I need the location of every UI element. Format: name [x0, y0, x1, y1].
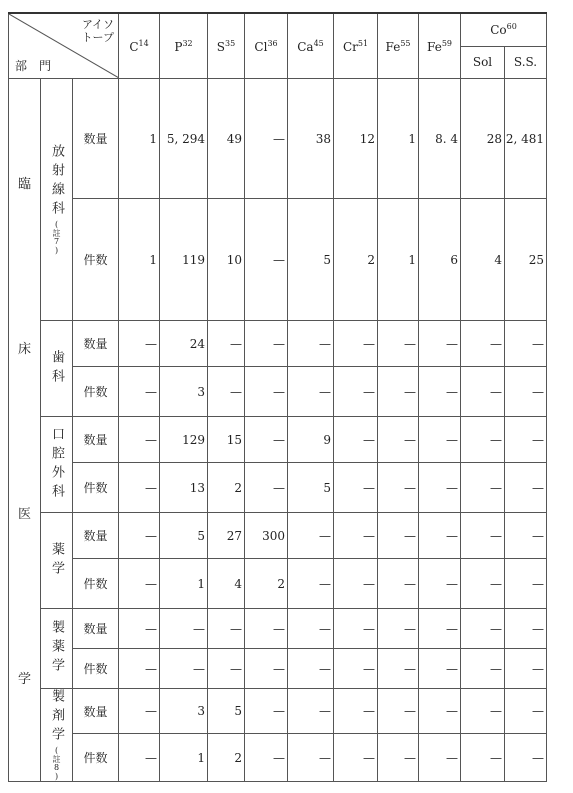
department-cell [41, 79, 73, 321]
value-cell: — [334, 689, 378, 734]
side-label-char: 医 [17, 507, 31, 522]
value-cell: 1 [378, 199, 419, 321]
value-cell: — [334, 734, 378, 782]
side-label-char: 学 [17, 672, 31, 687]
value-cell: 2, 481 [505, 79, 547, 199]
value-cell: — [505, 513, 547, 559]
value-cell: — [461, 321, 505, 367]
department-cell [41, 417, 73, 513]
value-cell: 12 [334, 79, 378, 199]
table-row [9, 199, 547, 321]
row-label: 数量 [73, 513, 119, 559]
header-co-sol: Sol [461, 46, 505, 79]
value-cell: — [505, 559, 547, 609]
value-cell: — [288, 689, 334, 734]
value-cell: 13 [160, 463, 208, 513]
value-cell: 5 [160, 513, 208, 559]
value-cell: — [288, 734, 334, 782]
row-label: 件数 [73, 367, 119, 417]
department-name: 歯科 [49, 349, 64, 388]
value-cell: — [378, 513, 419, 559]
value-cell: — [288, 367, 334, 417]
value-cell: — [288, 321, 334, 367]
value-cell: — [334, 463, 378, 513]
value-cell: — [461, 649, 505, 689]
value-cell: — [245, 321, 288, 367]
department-note: (註8) [52, 746, 61, 781]
value-cell: — [378, 649, 419, 689]
row-label: 数量 [73, 79, 119, 199]
value-cell: — [419, 689, 461, 734]
side-label-char: 臨 [17, 177, 31, 192]
value-cell: 28 [461, 79, 505, 199]
value-cell: — [505, 609, 547, 649]
row-label: 件数 [73, 559, 119, 609]
value-cell: 2 [208, 734, 245, 782]
value-cell: 2 [334, 199, 378, 321]
value-cell: — [208, 609, 245, 649]
header-isotope: Ca$^{45}$ [288, 13, 334, 79]
table-row [9, 649, 547, 689]
value-cell: — [334, 321, 378, 367]
value-cell: — [119, 513, 160, 559]
value-cell: 24 [160, 321, 208, 367]
value-cell: 5, 294 [160, 79, 208, 199]
value-cell: 1 [160, 559, 208, 609]
value-cell: 5 [208, 689, 245, 734]
value-cell: — [378, 321, 419, 367]
value-cell: — [419, 649, 461, 689]
value-cell: — [505, 649, 547, 689]
value-cell: 1 [160, 734, 208, 782]
value-cell: — [419, 513, 461, 559]
header-isotope: $C^{14}$ [119, 13, 160, 79]
value-cell: — [378, 689, 419, 734]
value-cell: 300 [245, 513, 288, 559]
value-cell: — [378, 463, 419, 513]
value-cell: — [119, 649, 160, 689]
value-cell: — [334, 649, 378, 689]
value-cell: 15 [208, 417, 245, 463]
value-cell: 6 [419, 199, 461, 321]
value-cell: 119 [160, 199, 208, 321]
value-cell: — [288, 649, 334, 689]
value-cell: — [160, 609, 208, 649]
department-name: 製薬学 [49, 620, 64, 677]
value-cell: — [461, 559, 505, 609]
table-row [9, 417, 547, 463]
table-row [9, 689, 547, 734]
table-row [9, 559, 547, 609]
value-cell: 10 [208, 199, 245, 321]
value-cell: 2 [245, 559, 288, 609]
row-label: 数量 [73, 321, 119, 367]
isotope-usage-table [8, 12, 547, 782]
value-cell: 25 [505, 199, 547, 321]
side-label-char: 床 [17, 342, 31, 357]
value-cell: — [245, 609, 288, 649]
value-cell: — [288, 609, 334, 649]
value-cell: — [119, 367, 160, 417]
value-cell: — [245, 417, 288, 463]
row-label: 件数 [73, 199, 119, 321]
value-cell: — [461, 609, 505, 649]
header-isotope: $S^{35}$ [208, 13, 245, 79]
value-cell: 8. 4 [419, 79, 461, 199]
value-cell: — [378, 734, 419, 782]
value-cell: — [288, 559, 334, 609]
value-cell: — [334, 609, 378, 649]
value-cell: — [419, 609, 461, 649]
header-isotope: Fe$^{55}$ [378, 13, 419, 79]
department-name: 薬学 [49, 541, 64, 580]
value-cell: — [505, 463, 547, 513]
value-cell: 38 [288, 79, 334, 199]
value-cell: — [119, 321, 160, 367]
row-label: 数量 [73, 689, 119, 734]
isotope-usage-table-page [8, 12, 565, 782]
department-cell [41, 689, 73, 782]
value-cell: — [461, 513, 505, 559]
value-cell: — [461, 417, 505, 463]
value-cell: — [378, 609, 419, 649]
value-cell: — [378, 367, 419, 417]
header-co-ss: S.S. [505, 46, 547, 79]
value-cell: — [419, 417, 461, 463]
value-cell: — [245, 463, 288, 513]
header-co60: Co$^{60}$ [461, 13, 547, 46]
value-cell: 4 [208, 559, 245, 609]
value-cell: — [334, 367, 378, 417]
value-cell: — [119, 689, 160, 734]
header-isotope: Fe$^{59}$ [419, 13, 461, 79]
value-cell: 3 [160, 367, 208, 417]
value-cell: 2 [208, 463, 245, 513]
value-cell: — [245, 79, 288, 199]
value-cell: 27 [208, 513, 245, 559]
table-row [9, 321, 547, 367]
department-cell [41, 321, 73, 417]
value-cell: — [160, 649, 208, 689]
row-label: 数量 [73, 417, 119, 463]
department-name: 口腔外科 [49, 426, 64, 503]
value-cell: — [334, 559, 378, 609]
value-cell: — [119, 463, 160, 513]
row-label: 件数 [73, 649, 119, 689]
value-cell: — [461, 367, 505, 417]
value-cell: — [208, 649, 245, 689]
value-cell: — [334, 513, 378, 559]
corner-isotope-label: アイソ トープ [81, 18, 115, 44]
value-cell: — [119, 734, 160, 782]
header-isotope: $P^{32}$ [160, 13, 208, 79]
value-cell: 49 [208, 79, 245, 199]
value-cell: — [378, 559, 419, 609]
value-cell: — [461, 734, 505, 782]
row-label: 件数 [73, 463, 119, 513]
header-isotope: Cr$^{51}$ [334, 13, 378, 79]
value-cell: — [505, 367, 547, 417]
table-row [9, 734, 547, 782]
value-cell: — [419, 559, 461, 609]
value-cell: — [505, 321, 547, 367]
table-row [9, 609, 547, 649]
value-cell: 5 [288, 463, 334, 513]
value-cell: — [208, 321, 245, 367]
value-cell: — [505, 689, 547, 734]
value-cell: 9 [288, 417, 334, 463]
value-cell: — [119, 417, 160, 463]
value-cell: — [119, 559, 160, 609]
value-cell: 1 [119, 79, 160, 199]
side-label-cell [9, 79, 41, 782]
value-cell: — [119, 609, 160, 649]
value-cell: 5 [288, 199, 334, 321]
value-cell: — [419, 463, 461, 513]
value-cell: — [378, 417, 419, 463]
department-note: (註7) [52, 220, 61, 255]
value-cell: — [245, 649, 288, 689]
value-cell: 129 [160, 417, 208, 463]
header-isotope: Cl$^{36}$ [245, 13, 288, 79]
table-row [9, 367, 547, 417]
value-cell: — [505, 734, 547, 782]
header-corner-cell [9, 13, 119, 79]
value-cell: — [419, 734, 461, 782]
value-cell: — [208, 367, 245, 417]
department-name: 製剤学 [49, 689, 64, 746]
value-cell: — [419, 367, 461, 417]
table-row [9, 513, 547, 559]
value-cell: — [288, 513, 334, 559]
value-cell: — [505, 417, 547, 463]
department-name: 放射線科 [49, 144, 64, 220]
value-cell: — [461, 463, 505, 513]
value-cell: — [334, 417, 378, 463]
value-cell: — [461, 689, 505, 734]
table-row [9, 79, 547, 199]
department-cell [41, 513, 73, 609]
corner-department-label: 部 門 [15, 59, 52, 73]
value-cell: — [245, 689, 288, 734]
value-cell: — [419, 321, 461, 367]
value-cell: — [245, 199, 288, 321]
table-row [9, 463, 547, 513]
value-cell: — [245, 367, 288, 417]
row-label: 件数 [73, 734, 119, 782]
value-cell: — [245, 734, 288, 782]
value-cell: 1 [119, 199, 160, 321]
value-cell: 3 [160, 689, 208, 734]
value-cell: 1 [378, 79, 419, 199]
value-cell: 4 [461, 199, 505, 321]
department-cell [41, 609, 73, 689]
row-label: 数量 [73, 609, 119, 649]
